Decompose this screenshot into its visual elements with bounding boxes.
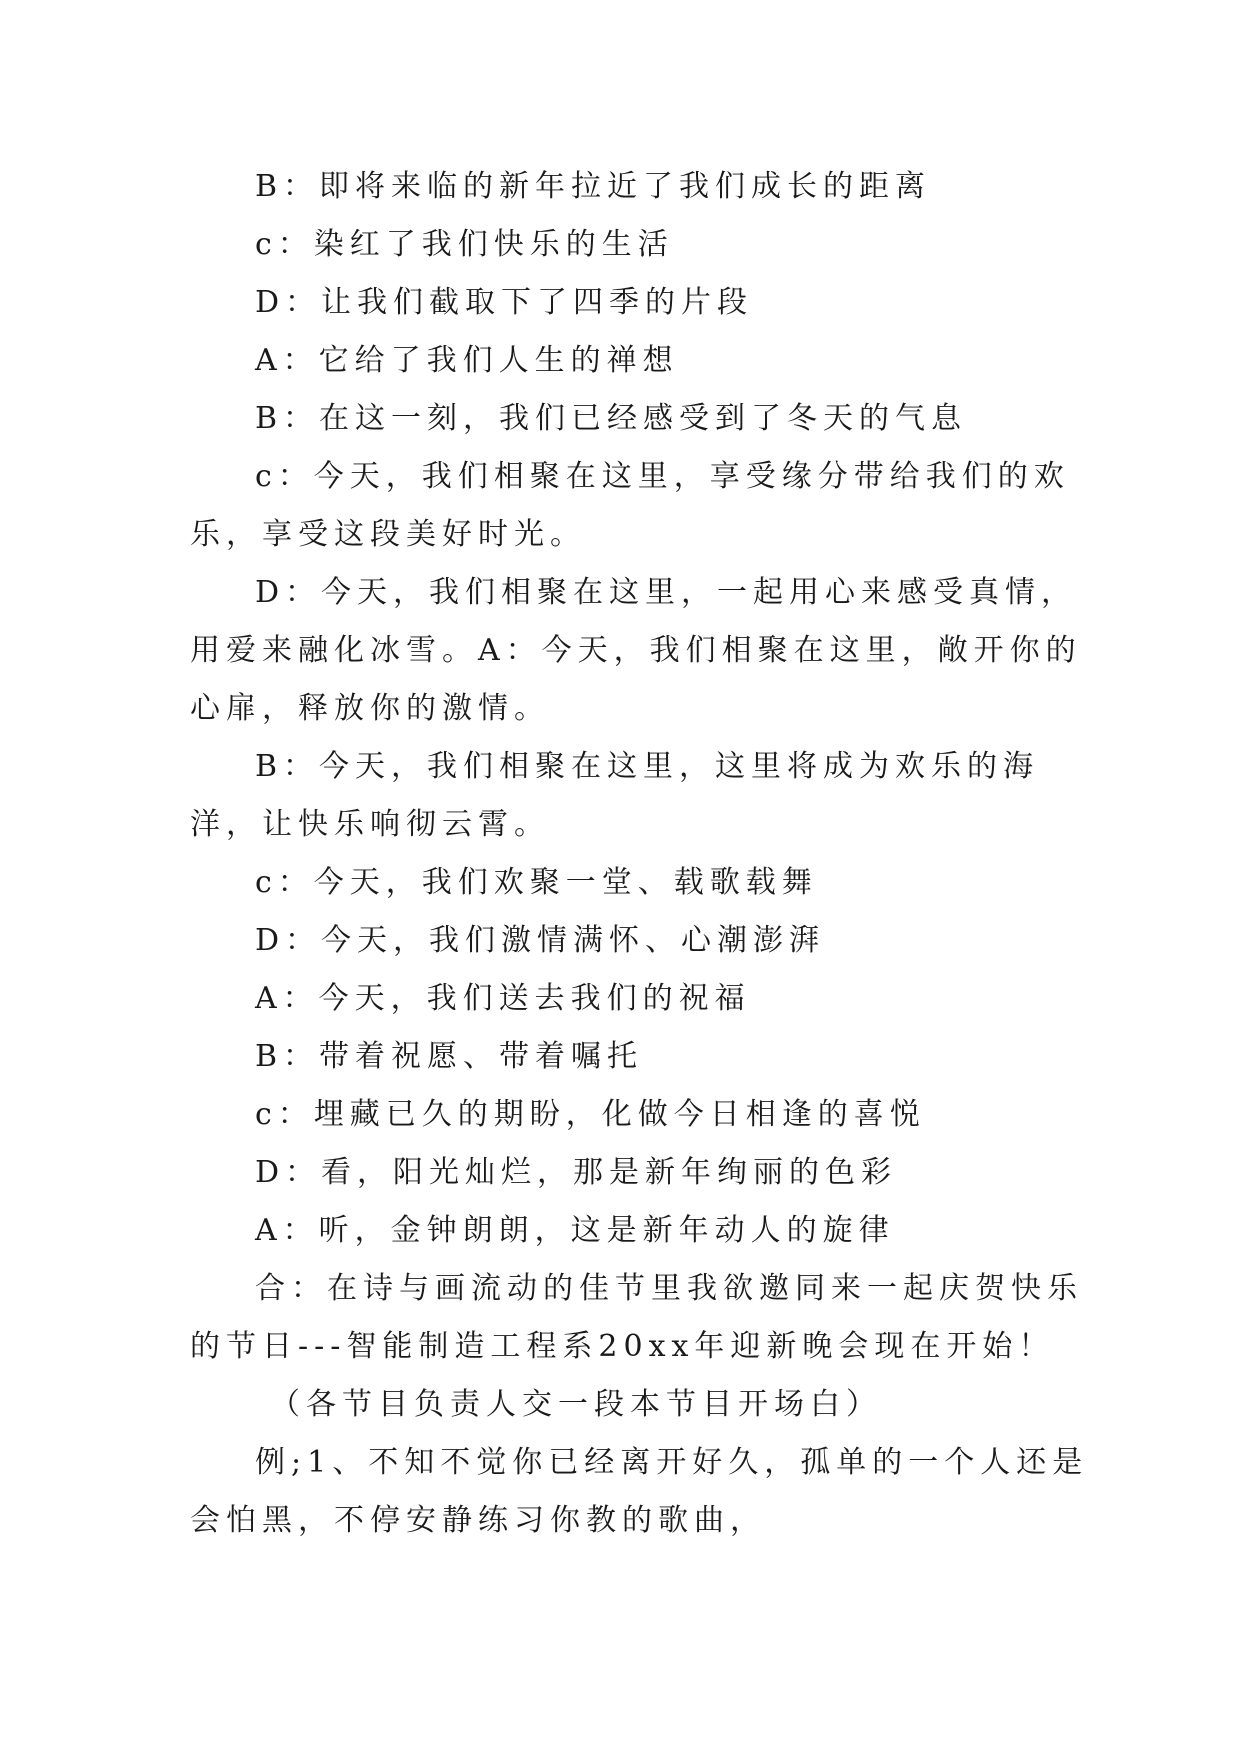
paragraph: c：今天，我们相聚在这里，享受缘分带给我们的欢乐，享受这段美好时光。 — [190, 459, 1070, 552]
paragraph: A：听，金钟朗朗，这是新年动人的旋律 — [255, 1213, 895, 1248]
paragraph: 例;1、不知不觉你已经离开好久，孤单的一个人还是会怕黑，不停安静练习你教的歌曲， — [190, 1445, 1089, 1538]
paragraph: B：在这一刻，我们已经感受到了冬天的气息 — [255, 401, 968, 436]
paragraph: D：今天，我们激情满怀、心潮澎湃 — [255, 923, 826, 958]
paragraph: D：看，阳光灿烂，那是新年绚丽的色彩 — [255, 1155, 898, 1190]
paragraph: D：让我们截取下了四季的片段 — [255, 285, 754, 320]
document-body — [190, 158, 1090, 1550]
paragraph: c：今天，我们欢聚一堂、载歌载舞 — [255, 865, 818, 900]
paragraph: A：它给了我们人生的禅想 — [255, 343, 679, 378]
paragraph: c：染红了我们快乐的生活 — [255, 227, 674, 262]
paragraph: D：今天，我们相聚在这里，一起用心来感受真情，用爱来融化冰雪。A：今天，我们相聚在这里，敞开你的心扉，释放你的激情。 — [190, 575, 1082, 726]
paragraph: B：今天，我们相聚在这里，这里将成为欢乐的海洋，让快乐响彻云霄。 — [190, 749, 1040, 842]
paragraph: c：埋藏已久的期盼，化做今日相逢的喜悦 — [255, 1097, 926, 1132]
paragraph: B：即将来临的新年拉近了我们成长的距离 — [255, 169, 932, 204]
paragraph: 合：在诗与画流动的佳节里我欲邀同来一起庆贺快乐的节日---智能制造工程系20xx年迎新晚会现在开始！ — [190, 1271, 1083, 1364]
paragraph: B：带着祝愿、带着嘱托 — [255, 1039, 644, 1074]
paragraph-note: （各节目负责人交一段本节目开场白） — [270, 1387, 882, 1422]
paragraph: A：今天，我们送去我们的祝福 — [255, 981, 751, 1016]
